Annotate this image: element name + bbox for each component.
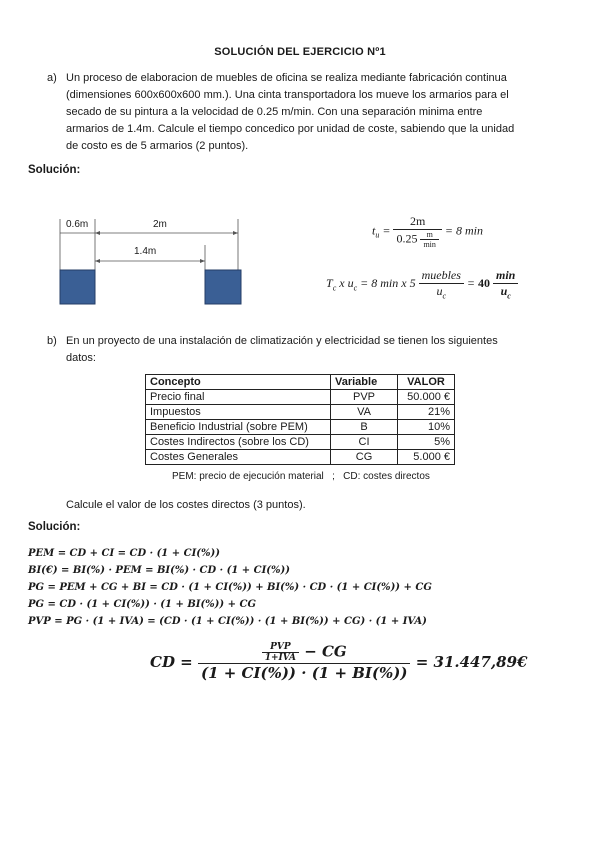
table-row xyxy=(146,450,455,465)
final-numerator xyxy=(198,642,411,664)
table-note: PEM: precio de ejecución material ; CD: costes directos xyxy=(172,471,430,482)
part-a-line: Un proceso de elaboracion de muebles de oficina se realiza mediante fabricación continua xyxy=(66,72,507,84)
table-cell: 5.000 € xyxy=(398,450,455,465)
part-b-marker: b) xyxy=(47,335,57,347)
question-b: Calcule el valor de los costes directos (3 puntos). xyxy=(66,499,306,511)
table-cell: 50.000 € xyxy=(398,390,455,405)
table-header: Concepto xyxy=(146,375,331,390)
final-fraction xyxy=(198,642,411,682)
dim-label-left: 0.6m xyxy=(66,219,89,230)
table-cell: PVP xyxy=(331,390,398,405)
equation-line: BI(€) = BI(%) · PEM = BI(%) · CD · (1 + CI(%)) xyxy=(28,565,290,576)
arrow-head xyxy=(200,259,205,263)
eq2-mid: = 8 min x 5 xyxy=(357,275,416,290)
table-row xyxy=(146,420,455,435)
eq2-denominator xyxy=(419,284,464,300)
part-a-text xyxy=(66,70,572,155)
eq-denominator xyxy=(393,230,441,249)
eq2-res-eq: = xyxy=(463,275,479,290)
final-equation xyxy=(150,642,527,682)
part-a-line: secado de su pintura a la velocidad de 0.25 m/min. Con una separación minima entre xyxy=(66,106,483,118)
inner-den: 1+IVA xyxy=(264,653,296,663)
inner-num: PVP xyxy=(262,642,299,653)
eq2-res-den xyxy=(493,284,518,300)
table-cell: 21% xyxy=(398,405,455,420)
eq2-res-fraction xyxy=(493,268,518,300)
final-minus-cg: − CG xyxy=(298,642,347,661)
final-result: = 31.447,89€ xyxy=(415,653,528,671)
part-b-text xyxy=(66,333,572,367)
table-cell: 5% xyxy=(398,435,455,450)
part-a-line: armarios de 1.4m. Calcule el tiempo concedico por unidad de coste, sabiendo que la unidad xyxy=(66,123,515,135)
equation-line: PVP = PG · (1 + IVA) = (CD · (1 + CI(%)) · (1 + BI(%)) + CG) · (1 + IVA) xyxy=(28,616,427,627)
eq2-den: u xyxy=(436,284,443,298)
equation-line: PEM = CD + CI = CD · (1 + CI(%)) xyxy=(28,548,220,559)
table-header-row xyxy=(146,375,455,390)
eq-unit-num: m xyxy=(420,230,438,240)
table-cell: 10% xyxy=(398,420,455,435)
inner-fraction xyxy=(262,642,299,663)
table-cell: VA xyxy=(331,405,398,420)
eq-den-value: 0.25 xyxy=(396,231,418,246)
arrow-head xyxy=(233,231,238,235)
table-cell: Costes Indirectos (sobre los CD) xyxy=(146,435,331,450)
equation-tu xyxy=(372,214,483,249)
page-title: SOLUCIÓN DEL EJERCICIO Nº1 xyxy=(214,46,386,58)
eq-result: = 8 min xyxy=(444,223,484,238)
part-b-line: En un proyecto de una instalación de climatización y electricidad se tienen los siguientes xyxy=(66,335,498,347)
eq2-x1: x u xyxy=(336,275,354,290)
eq2-fraction xyxy=(419,268,464,300)
table-header: VALOR xyxy=(398,375,455,390)
equation-line: PG = PEM + CG + BI = CD · (1 + CI(%)) + BI(%) · CD · (1 + CI(%)) + CG xyxy=(28,582,432,593)
eq-lhs-sub: u xyxy=(375,230,380,240)
part-b-line: datos: xyxy=(66,352,96,364)
table-cell: CG xyxy=(331,450,398,465)
eq2-lhs-sub: c xyxy=(332,283,337,293)
equation-tc xyxy=(326,268,518,300)
table-cell: CI xyxy=(331,435,398,450)
table-row xyxy=(146,405,455,420)
dim-label-inner: 1.4m xyxy=(134,246,157,257)
cabinet-box-left xyxy=(60,270,95,304)
eq-unit-den: min xyxy=(423,240,436,249)
dim-label-top: 2m xyxy=(153,219,167,230)
eq2-res-den-u: u xyxy=(500,284,508,298)
arrow-head xyxy=(95,231,100,235)
solution-label: Solución: xyxy=(28,521,81,533)
eq-unit-fraction xyxy=(420,230,438,249)
table-cell: Beneficio Industrial (sobre PEM) xyxy=(146,420,331,435)
final-lhs: CD = xyxy=(150,653,193,671)
table-cell: B xyxy=(331,420,398,435)
cabinet-box-right xyxy=(205,270,241,304)
eq2-x1-sub: c xyxy=(353,283,358,293)
table-cell: Precio final xyxy=(146,390,331,405)
table-row xyxy=(146,435,455,450)
table-header: Variable xyxy=(331,375,398,390)
eq2-res-val: 40 xyxy=(478,275,491,290)
table-row xyxy=(146,390,455,405)
equation-line: PG = CD · (1 + CI(%)) · (1 + BI(%)) + CG xyxy=(28,599,256,610)
eq2-den-sub: c xyxy=(442,291,447,301)
part-a-line: de costo es de 5 armarios (2 puntos). xyxy=(66,140,249,152)
eq-numerator: 2m xyxy=(393,214,441,230)
table-cell: Impuestos xyxy=(146,405,331,420)
eq2-res-den-sub: c xyxy=(507,291,511,301)
table-cell: Costes Generales xyxy=(146,450,331,465)
eq2-res-num: min xyxy=(493,268,518,284)
arrow-head xyxy=(95,259,100,263)
eq-sign: = xyxy=(382,223,391,238)
eq2-lhs: T xyxy=(326,275,333,290)
part-a-line: (dimensiones 600x600x600 mm.). Una cinta transportadora los mueve los armarios para el xyxy=(66,89,509,101)
eq2-numerator: muebles xyxy=(419,268,464,284)
part-a-marker: a) xyxy=(47,72,57,84)
solution-label: Solución: xyxy=(28,164,81,176)
eq-fraction xyxy=(393,214,441,249)
eq-lhs: t xyxy=(372,223,376,238)
final-denominator: (1 + CI(%)) · (1 + BI(%)) xyxy=(200,664,408,682)
data-table xyxy=(145,374,455,465)
